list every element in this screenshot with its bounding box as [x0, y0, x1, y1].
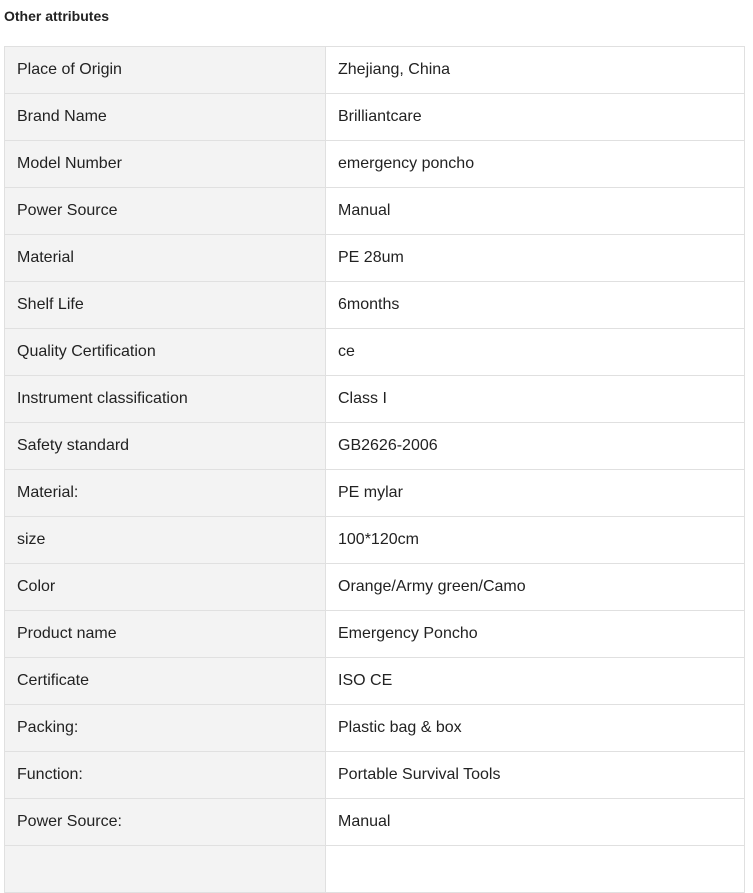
attribute-name: Packing:	[5, 705, 326, 752]
table-row	[5, 188, 745, 235]
attribute-name: Shelf Life	[5, 282, 326, 329]
table-row	[5, 846, 745, 893]
attribute-value: Zhejiang, China	[326, 47, 745, 94]
table-row	[5, 329, 745, 376]
attribute-value: emergency poncho	[326, 141, 745, 188]
table-row	[5, 611, 745, 658]
attribute-name: Instrument classification	[5, 376, 326, 423]
attribute-value: Manual	[326, 799, 745, 846]
attribute-value: GB2626-2006	[326, 423, 745, 470]
attribute-name: Brand Name	[5, 94, 326, 141]
table-row	[5, 141, 745, 188]
attribute-name: Safety standard	[5, 423, 326, 470]
attribute-value: ISO CE	[326, 658, 745, 705]
attribute-name: Certificate	[5, 658, 326, 705]
attribute-name: Material:	[5, 470, 326, 517]
attributes-table	[4, 46, 745, 893]
table-row	[5, 235, 745, 282]
table-row	[5, 376, 745, 423]
attribute-value: Orange/Army green/Camo	[326, 564, 745, 611]
table-row	[5, 799, 745, 846]
attribute-name: Model Number	[5, 141, 326, 188]
attribute-value: PE 28um	[326, 235, 745, 282]
section-title: Other attributes	[4, 8, 110, 24]
attribute-name: Power Source	[5, 188, 326, 235]
table-row	[5, 658, 745, 705]
attribute-value: ce	[326, 329, 745, 376]
attribute-value: Portable Survival Tools	[326, 752, 745, 799]
attribute-value: Brilliantcare	[326, 94, 745, 141]
table-row	[5, 705, 745, 752]
table-row	[5, 94, 745, 141]
table-row	[5, 423, 745, 470]
attribute-value: 6months	[326, 282, 745, 329]
table-row	[5, 282, 745, 329]
attribute-value: PE mylar	[326, 470, 745, 517]
table-row	[5, 752, 745, 799]
attribute-name: Quality Certification	[5, 329, 326, 376]
table-row	[5, 47, 745, 94]
attribute-name: Product name	[5, 611, 326, 658]
table-row	[5, 517, 745, 564]
attribute-value: Class I	[326, 376, 745, 423]
attribute-name	[5, 846, 326, 893]
table-row	[5, 470, 745, 517]
attribute-name: Material	[5, 235, 326, 282]
attribute-value: 100*120cm	[326, 517, 745, 564]
attribute-name: Power Source:	[5, 799, 326, 846]
attribute-value	[326, 846, 745, 893]
table-row	[5, 564, 745, 611]
attribute-value: Plastic bag & box	[326, 705, 745, 752]
attribute-value: Emergency Poncho	[326, 611, 745, 658]
attribute-name: Place of Origin	[5, 47, 326, 94]
attribute-value: Manual	[326, 188, 745, 235]
attribute-name: Function:	[5, 752, 326, 799]
attribute-name: size	[5, 517, 326, 564]
attribute-name: Color	[5, 564, 326, 611]
